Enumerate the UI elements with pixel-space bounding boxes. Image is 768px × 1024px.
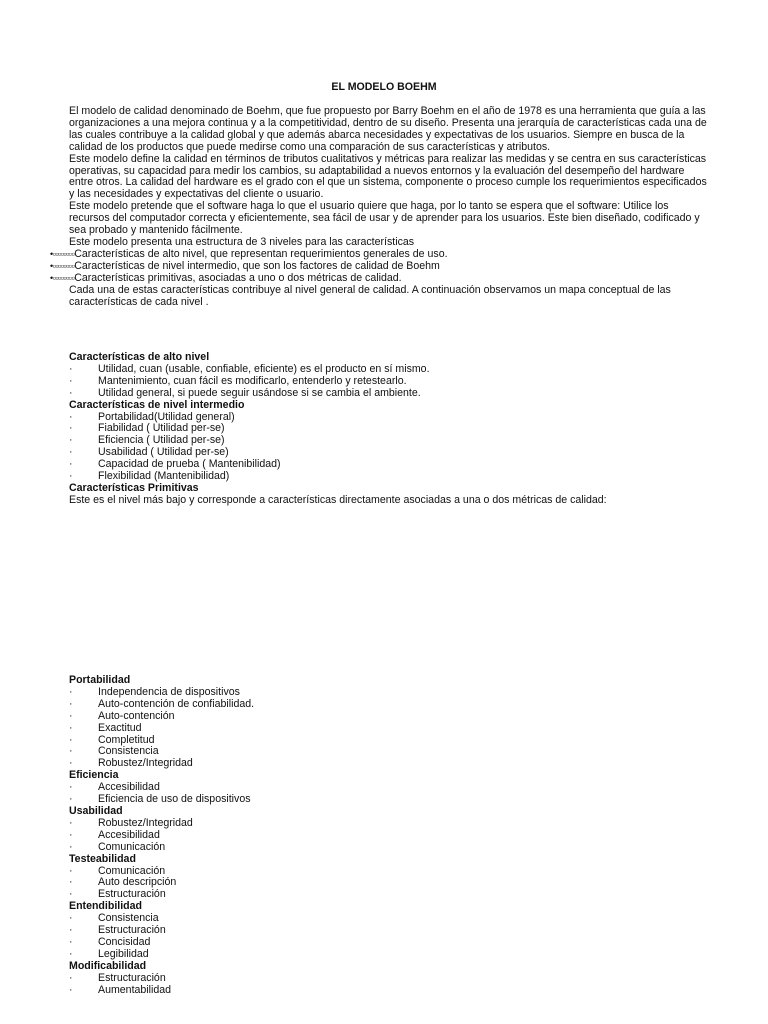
- list-dot: ·: [69, 374, 73, 387]
- bullet-text: Características primitivas, asociadas a uno o dos métricas de calidad.: [74, 271, 402, 284]
- primitivas-text: Este es el nivel más bajo y corresponde a características directamente asociadas a una o dos métricas de calidad:: [69, 493, 607, 506]
- list-item: · Robustez/Integridad: [69, 816, 193, 829]
- section-heading: Características de nivel intermedio: [69, 398, 245, 411]
- list-item: · Robustez/Integridad: [69, 757, 193, 770]
- group-heading: Testeabilidad: [69, 852, 136, 865]
- group-heading: Usabilidad: [69, 804, 123, 817]
- group-heading: Portabilidad: [69, 674, 131, 686]
- list-item: · Consistencia: [69, 912, 159, 925]
- list-dot: ·: [69, 422, 73, 435]
- section-heading: Características Primitivas: [69, 481, 199, 494]
- list-item: · Comunicación: [69, 840, 166, 853]
- list-dot: ·: [69, 757, 73, 770]
- intro-section: [50, 105, 709, 308]
- intro-paragraph: Este modelo pretende que el software haga lo que el usuario quiere que haga, por lo tanto se espera que el software: Utilice los recursos del computador correcta y eficientemente, sea fácil de usar y de aprender para los usuarios. Este bien diseñado, codificado y sea probado y mantenido fácilmente.: [69, 200, 700, 237]
- list-item: · Mantenimiento, cuan fácil es modificarlo, entenderlo y retestearlo.: [69, 374, 407, 387]
- list-item: · Exactitud: [69, 721, 142, 734]
- list-dot: ·: [69, 793, 73, 806]
- list-dot: ·: [69, 446, 73, 459]
- list-item: · Estructuración: [69, 888, 166, 901]
- intro-paragraph: El modelo de calidad denominado de Boehm, que fue propuesto por Barry Boehm en el año de 1978 es una herramienta que guía a las organizaciones a una mejora continua y a la competitividad, dentro de su diseño. Presenta una jerarquía de características cada una de las cuales contribuye a la calidad global y que además abarca necesidades y expectativas de los usuarios. Siempre en busca de la calidad de los productos que puede medirse como una comparación de sus características y atributos.: [69, 105, 707, 153]
- list-item: · Completitud: [69, 733, 155, 746]
- list-item: · Aumentabilidad: [69, 983, 172, 996]
- list-dot: ·: [69, 709, 73, 722]
- list-item: · Capacidad de prueba ( Mantenibilidad): [69, 458, 281, 471]
- list-dot: ·: [69, 470, 73, 483]
- list-dot: ·: [69, 434, 73, 447]
- list-dot: ·: [69, 971, 73, 984]
- list-dot: ·: [69, 912, 73, 925]
- list-item: · Auto-contención: [69, 709, 175, 722]
- list-dot: ·: [69, 781, 73, 794]
- list-item: · Fiabilidad ( Utilidad per-se): [69, 422, 225, 435]
- list-dot: ·: [69, 697, 73, 710]
- list-item: · Independencia de dispositivos: [69, 685, 240, 698]
- list-dot: ·: [69, 924, 73, 937]
- list-dot: ·: [69, 876, 73, 889]
- list-dot: ·: [69, 864, 73, 877]
- group-entendibilidad: [69, 901, 709, 961]
- list-item: · Eficiencia ( Utilidad per-se): [69, 434, 225, 447]
- intro-closing: Cada una de estas características contribuye al nivel general de calidad. A continuación observamos un mapa conceptual de las características de cada nivel .: [69, 283, 671, 308]
- bullet-marker: •▫▫▫▫▫▫▫▫: [50, 248, 75, 259]
- list-dot: ·: [69, 888, 73, 901]
- list-item: · Accesibilidad: [69, 781, 160, 794]
- group-heading: Entendibilidad: [69, 900, 142, 913]
- level-bullet: [50, 273, 690, 285]
- list-dot: ·: [69, 721, 73, 734]
- list-item: · Consistencia: [69, 745, 159, 758]
- document-title: EL MODELO BOEHM: [331, 81, 437, 93]
- list-dot: ·: [69, 362, 73, 375]
- list-dot: ·: [69, 983, 73, 996]
- list-dot: ·: [69, 935, 73, 948]
- group-portabilidad: [69, 675, 709, 770]
- list-item: · Accesibilidad: [69, 828, 160, 841]
- bullet-text: Características de nivel intermedio, que son los factores de calidad de Boehm: [74, 259, 440, 272]
- list-item: · Usabilidad ( Utilidad per-se): [69, 446, 229, 459]
- list-dot: ·: [69, 745, 73, 758]
- list-item: · Portabilidad(Utilidad general): [69, 410, 235, 423]
- list-dot: ·: [69, 733, 73, 746]
- list-item: · Legibilidad: [69, 947, 149, 960]
- alto-list: [69, 364, 709, 400]
- list-dot: ·: [69, 828, 73, 841]
- primitive-groups: [69, 675, 709, 996]
- section-heading: Características de alto nivel: [69, 351, 210, 363]
- list-item: · Estructuración: [69, 924, 166, 937]
- list-dot: ·: [69, 685, 73, 698]
- group-modificabilidad: [69, 961, 709, 997]
- list-item: · Auto descripción: [69, 876, 177, 889]
- list-dot: ·: [69, 840, 73, 853]
- group-heading: Modificabilidad: [69, 959, 147, 972]
- bullet-marker: •▫▫▫▫▫▫▫▫: [50, 272, 75, 283]
- bullet-marker: •▫▫▫▫▫▫▫▫: [50, 260, 75, 271]
- list-dot: ·: [69, 386, 73, 399]
- list-item: · Auto-contención de confiabilidad.: [69, 697, 255, 710]
- list-item: · Estructuración: [69, 971, 166, 984]
- list-item: · Flexibilidad (Mantenibilidad): [69, 470, 230, 483]
- group-eficiencia: [69, 770, 709, 806]
- bullet-text: Características de alto nivel, que representan requerimientos generales de uso.: [74, 247, 448, 260]
- list-item: · Eficiencia de uso de dispositivos: [69, 793, 251, 806]
- list-dot: ·: [69, 410, 73, 423]
- intro-paragraph: Este modelo presenta una estructura de 3 niveles para las características: [69, 235, 415, 248]
- group-usabilidad: [69, 806, 709, 854]
- list-item: · Utilidad, cuan (usable, confiable, eficiente) es el producto en sí mismo.: [69, 362, 430, 375]
- list-dot: ·: [69, 458, 73, 471]
- list-item: · Utilidad general, si puede seguir usándose si se cambia el ambiente.: [69, 386, 421, 399]
- intro-paragraph: Este modelo define la calidad en términos de tributos cualitativos y métricas para realizar las medidas y se centra en sus características operativas, su capacidad para medir los cambios, su adaptabilidad a nuevos entornos y la evaluación del desempeño del hardware entre otros. La calidad del hardware es el grado con el que un sistema, componente o proceso cumple los requerimientos especificados y las necesidades y expectativas del cliente o usuario.: [69, 152, 707, 201]
- group-heading: Eficiencia: [69, 769, 119, 782]
- list-dot: ·: [69, 947, 73, 960]
- intermedio-list: [69, 412, 709, 483]
- list-item: · Comunicación: [69, 864, 166, 877]
- levels-section: [69, 352, 709, 507]
- list-dot: ·: [69, 816, 73, 829]
- list-item: · Concisidad: [69, 935, 151, 948]
- group-testeabilidad: [69, 854, 709, 902]
